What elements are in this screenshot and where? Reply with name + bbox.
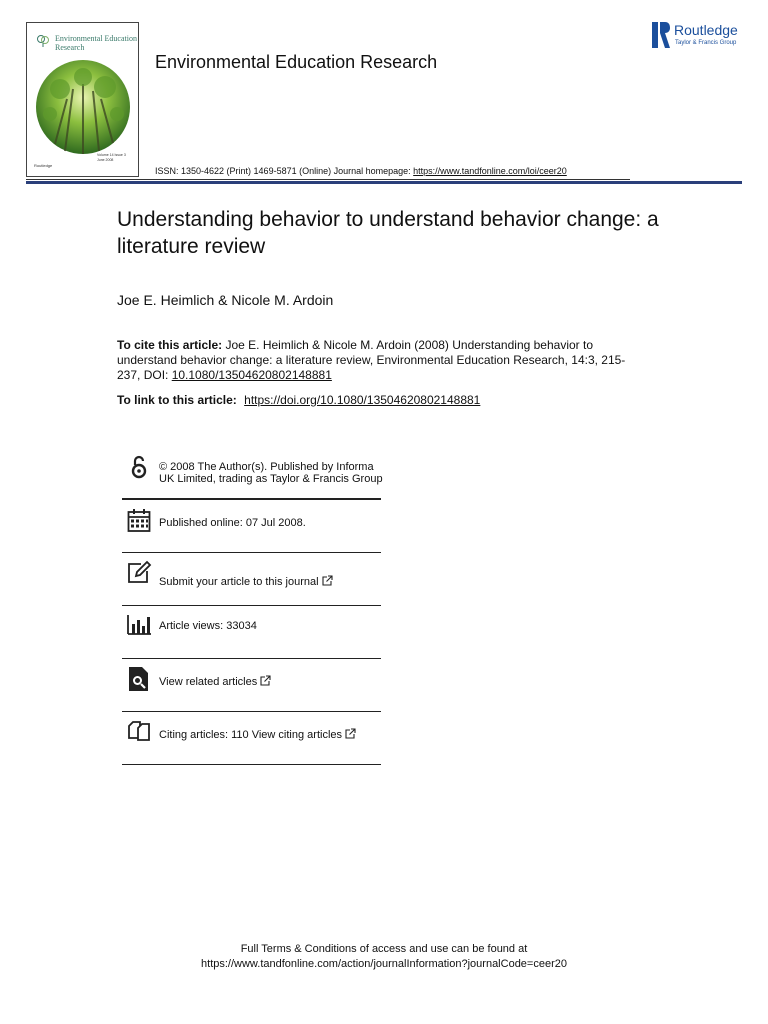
external-link-icon [322, 575, 333, 586]
cover-title: Environmental Education Research [55, 34, 137, 52]
citing-item[interactable] [122, 712, 381, 765]
issn-text: ISSN: 1350-4622 (Print) 1469-5871 (Online) Journal homepage: [155, 166, 411, 176]
header-divider [26, 181, 742, 184]
views-item [122, 606, 381, 659]
article-doi-link[interactable]: https://doi.org/10.1080/13504620802148881 [244, 393, 481, 407]
routledge-mark-icon [652, 22, 670, 48]
submit-article-link[interactable]: Submit your article to this journal [159, 575, 333, 588]
article-info-list [122, 448, 381, 765]
citing-articles-link[interactable]: Citing articles: 110 View citing articles [159, 728, 356, 741]
publisher-subtitle: Taylor & Francis Group [675, 40, 737, 46]
search-document-icon [126, 666, 152, 692]
submit-item[interactable] [122, 553, 381, 606]
issn-line [155, 166, 567, 176]
published-date: Published online: 07 Jul 2008. [159, 517, 306, 529]
article-title: Understanding behavior to understand behavior change: a literature review [117, 208, 659, 258]
open-access-icon [126, 454, 152, 480]
article-link-line [117, 393, 480, 407]
copyright-item [122, 448, 381, 500]
published-item [122, 500, 381, 553]
citation-text: Joe E. Heimlich & Nicole M. Ardoin (2008) Understanding behavior to understand behavior change: a literature review, Environmental Education Research, 14:3, 215-237, DOI: [117, 338, 626, 382]
copyright-text: © 2008 The Author(s). Published by Informa UK Limited, trading as Taylor & Francis Group [159, 461, 383, 485]
external-link-icon [345, 728, 356, 739]
header-divider-thin [26, 179, 630, 180]
calendar-icon [126, 507, 152, 533]
journal-logo-icon [36, 34, 50, 48]
terms-footer [0, 942, 768, 972]
terms-text: Full Terms & Conditions of access and use can be found at [240, 943, 528, 955]
view-related-articles-link[interactable]: View related articles [159, 675, 271, 688]
terms-url[interactable]: https://www.tandfonline.com/action/journalInformation?journalCode=ceer20 [201, 958, 567, 970]
citation-doi-link[interactable]: 10.1080/13504620802148881 [171, 368, 332, 382]
article-views: Article views: 33034 [159, 620, 257, 632]
journal-name: Environmental Education Research [155, 52, 438, 72]
bar-chart-icon [126, 612, 152, 638]
citation-label: To cite this article: [117, 338, 223, 352]
edit-icon [126, 560, 152, 586]
cover-volume: Volume 14 Issue 3 June 2008 [97, 153, 126, 162]
article-authors: Joe E. Heimlich & Nicole M. Ardoin [117, 292, 334, 308]
citation-block [117, 338, 637, 383]
related-item[interactable] [122, 659, 381, 712]
publisher-name: Routledge [674, 22, 738, 38]
external-link-icon [260, 675, 271, 686]
forest-image [35, 59, 131, 155]
link-label: To link to this article: [117, 393, 237, 407]
journal-homepage-link[interactable]: https://www.tandfonline.com/loi/ceer20 [413, 166, 567, 176]
journal-cover [26, 22, 139, 177]
citation-icon [126, 718, 152, 744]
cover-publisher: Routledge [34, 163, 53, 168]
